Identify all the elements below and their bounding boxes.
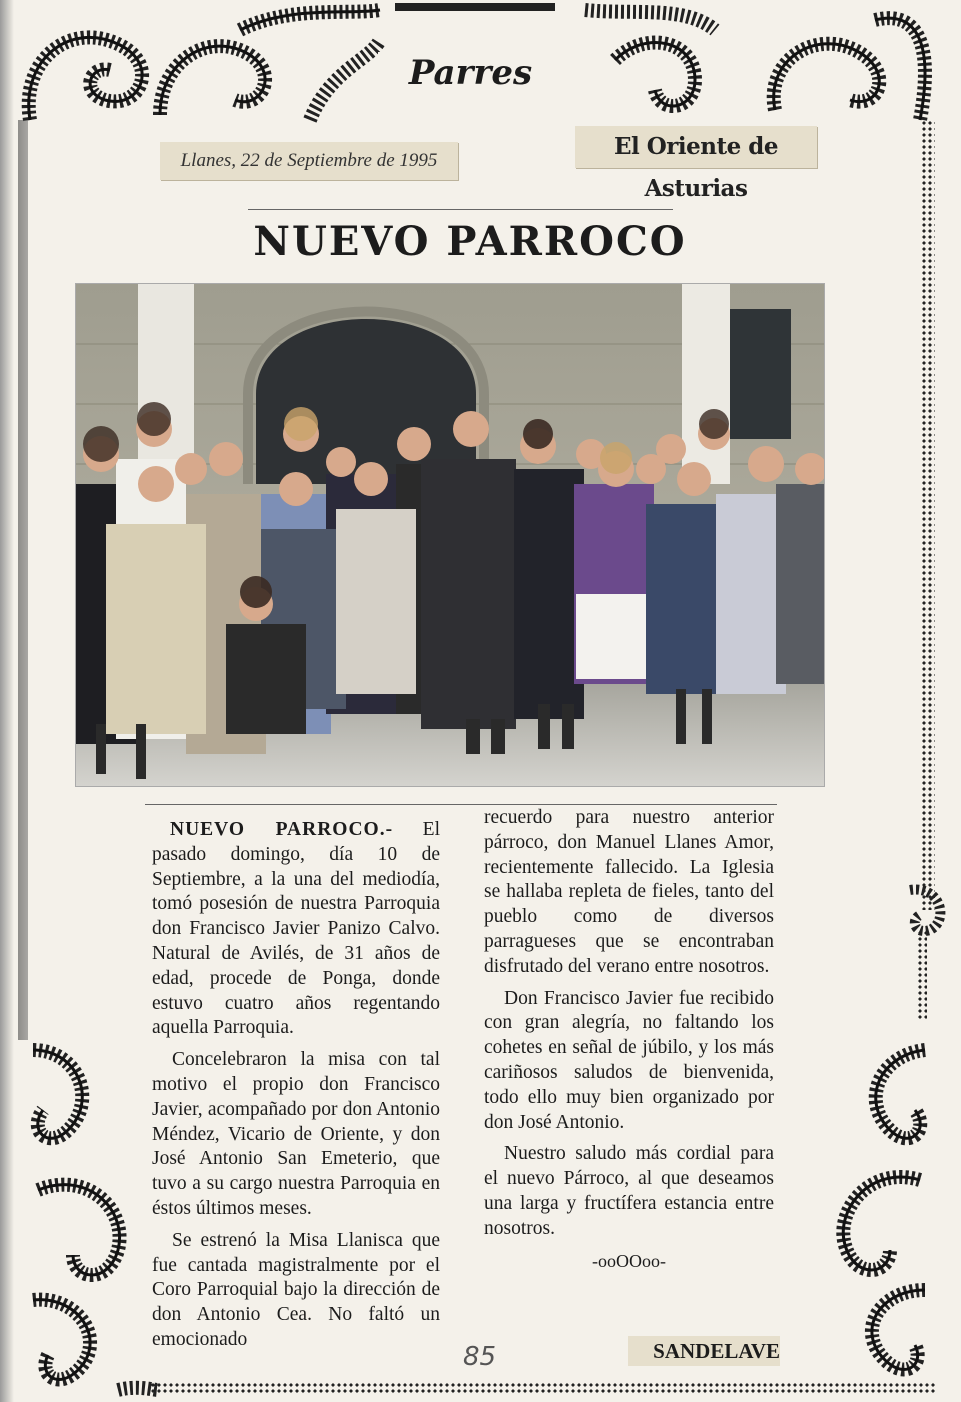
article-paragraph-5: Nuestro saludo más cordial para el nuevo Párroco, al que deseamos una larga y fructífera estancia entre nosotros. (484, 1143, 774, 1239)
author-signature: SANDELAVE (628, 1336, 780, 1366)
article-paragraph-3-start: Se estrenó la Misa Llanisca que fue cantada magistralmente por el Coro Parroquial bajo la dirección de don Antonio Cea. No faltó un emocionado (152, 1229, 440, 1350)
article-closing-mark: -ooOOoo- (592, 1250, 666, 1271)
headline-rule-top (248, 209, 673, 210)
right-border-segment (917, 930, 927, 1020)
top-left-ornament (10, 0, 390, 130)
article-paragraph-3-end: recuerdo para nuestro anterior párroco, don Manuel Llanes Amor, recientemente fallecido. La Iglesia se hallaba repleta de fieles, tanto del pueblo como de diversos parragueses que se encontraban disfrutado del verano entre nosotros. (484, 807, 774, 977)
bottom-left-ornament (18, 1040, 158, 1402)
top-border-line (395, 3, 555, 11)
bottom-right-ornament (820, 1040, 940, 1385)
article-lead: NUEVO PARROCO.- (170, 819, 394, 840)
right-border-line (921, 120, 935, 910)
group-photo-illustration (76, 284, 824, 786)
article-paragraph-1-text: El pasado domingo, día 10 de Septiembre, a la una del mediodía, tomó posesión de nuestra Parroquia don Francisco Javier Panizo Calvo. Natural de Avilés, de 31 años de edad, procede de Ponga, donde estuvo cuatro años regentando aquella Parroquia. (152, 819, 440, 1039)
article-paragraph-4: Don Francisco Javier fue recibido con gran alegría, no faltando los cohetes en señal de júbilo, y los más cariñosos saludos de bienvenida, todo ello muy bien organizado por don José Antonio. (484, 987, 774, 1133)
article-paragraph-1 (152, 818, 440, 1041)
binding-shadow (0, 0, 14, 1402)
left-border-line (18, 120, 28, 1040)
article-rule-top (145, 804, 777, 805)
handwritten-page-number: 85 (463, 1342, 497, 1372)
group-photo (75, 283, 825, 787)
article-column-1 (152, 818, 440, 1360)
section-title: Parres (378, 52, 563, 94)
article-paragraph-2: Concelebraron la misa con tal motivo el propio don Francisco Javier, acompañado por don Antonio Méndez, Vicario de Oriente, y don José Antonio San Emeterio, que tuvo a su cargo nuestra Parroquia en éstos últimos meses. (152, 1049, 440, 1219)
top-right-ornament (575, 0, 945, 125)
article-column-2 (484, 806, 774, 1273)
headline: NUEVO PARROCO (253, 218, 687, 265)
bottom-border-line (150, 1382, 935, 1394)
dateline: Llanes, 22 de Septiembre de 1995 (160, 142, 458, 180)
newspaper-masthead: El Oriente de Asturias (575, 126, 817, 168)
